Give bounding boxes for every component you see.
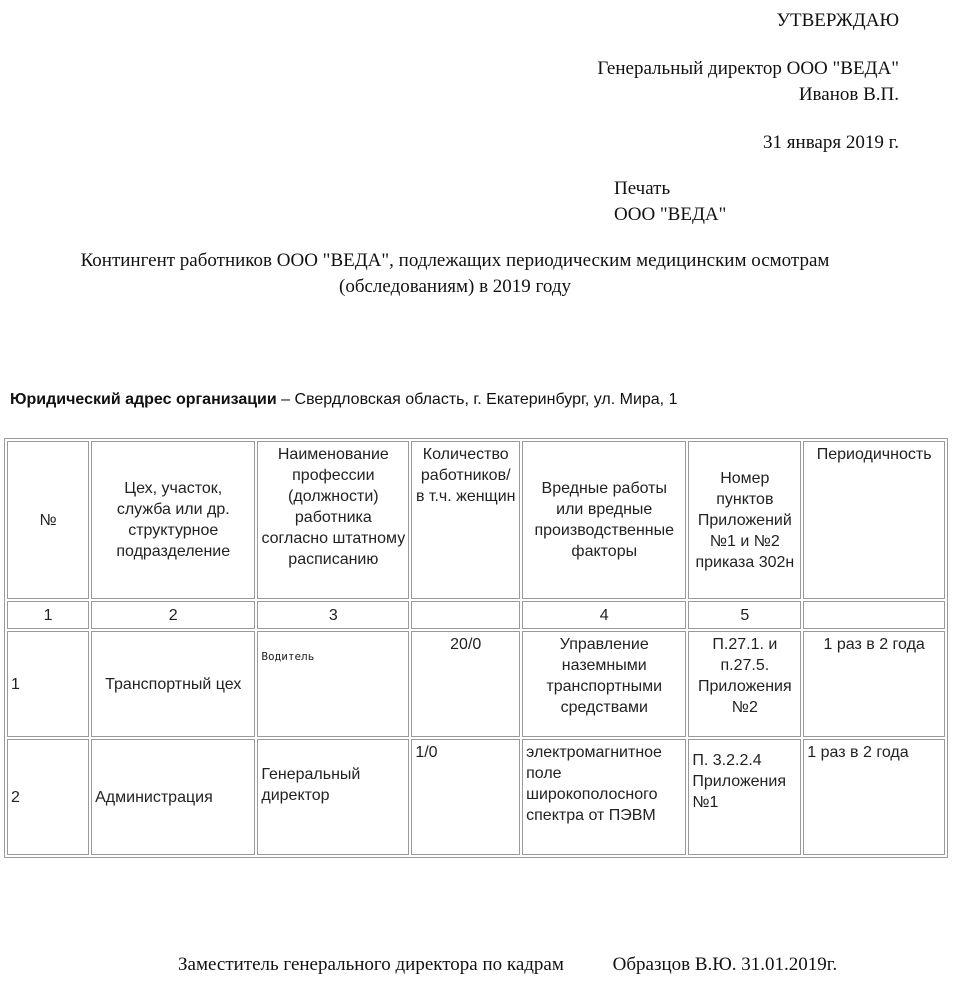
table-row [7, 631, 945, 737]
row-periodicity: 1 раз в 2 года [803, 631, 945, 737]
header-points: Номер пунктов Приложений №1 и №2 приказа 302н [688, 441, 801, 599]
approval-date: 31 января 2019 г. [763, 132, 899, 153]
document-title [0, 248, 910, 300]
row-profession: Водитель [257, 631, 409, 737]
row-no: 2 [7, 739, 89, 855]
header-periodicity: Периодичность [803, 441, 945, 599]
table-row [7, 739, 945, 855]
table-header-row [7, 441, 945, 599]
row-periodicity: 1 раз в 2 года [803, 739, 945, 855]
column-number: 3 [257, 601, 409, 629]
signature-position: Заместитель генерального директора по кадрам [178, 954, 564, 975]
column-number: 4 [522, 601, 686, 629]
approval-title: УТВЕРЖДАЮ [776, 10, 899, 31]
column-number [411, 601, 520, 629]
header-department: Цех, участок, служба или др. структурное подразделение [91, 441, 255, 599]
staff-table [4, 438, 948, 858]
column-number-row [7, 601, 945, 629]
legal-address-label: Юридический адрес организации [10, 391, 277, 408]
column-number: 5 [688, 601, 801, 629]
document-title-line-2: (обследованиям) в 2019 году [339, 276, 571, 297]
seal-line-2: ООО "ВЕДА" [614, 204, 727, 225]
signature-name-date: Образцов В.Ю. 31.01.2019г. [612, 954, 838, 975]
column-number: 1 [7, 601, 89, 629]
row-count: 20/0 [411, 631, 520, 737]
legal-address [10, 391, 677, 409]
seal-line-1: Печать [614, 178, 671, 199]
row-department: Администрация [91, 739, 255, 855]
row-factors: Управление наземными транспортными средствами [522, 631, 686, 737]
row-points: П. 3.2.2.4 Приложения №1 [688, 739, 801, 855]
header-factors: Вредные работы или вредные производственные факторы [522, 441, 686, 599]
approval-block [597, 8, 899, 156]
header-count: Количество работников/ в т.ч. женщин [411, 441, 520, 599]
row-count: 1/0 [411, 739, 520, 855]
approval-position: Генеральный директор ООО "ВЕДА" [597, 58, 899, 79]
column-number: 2 [91, 601, 255, 629]
header-profession: Наименование профессии (должности) работника согласно штатному расписанию [257, 441, 409, 599]
row-department: Транспортный цех [91, 631, 255, 737]
row-points: П.27.1. и п.27.5. Приложения №2 [688, 631, 801, 737]
row-factors: электромагнитное поле широкополосного спектра от ПЭВМ [522, 739, 686, 855]
seal-block [614, 176, 726, 228]
document-title-line-1: Контингент работников ООО "ВЕДА", подлежащих периодическим медицинским осмотрам [80, 250, 830, 271]
header-no: № [7, 441, 89, 599]
legal-address-value: – Свердловская область, г. Екатеринбург, ул. Мира, 1 [276, 391, 678, 408]
signature-line [178, 954, 837, 976]
approval-name: Иванов В.П. [798, 84, 899, 105]
row-profession: Генеральный директор [257, 739, 409, 855]
row-no: 1 [7, 631, 89, 737]
column-number [803, 601, 945, 629]
